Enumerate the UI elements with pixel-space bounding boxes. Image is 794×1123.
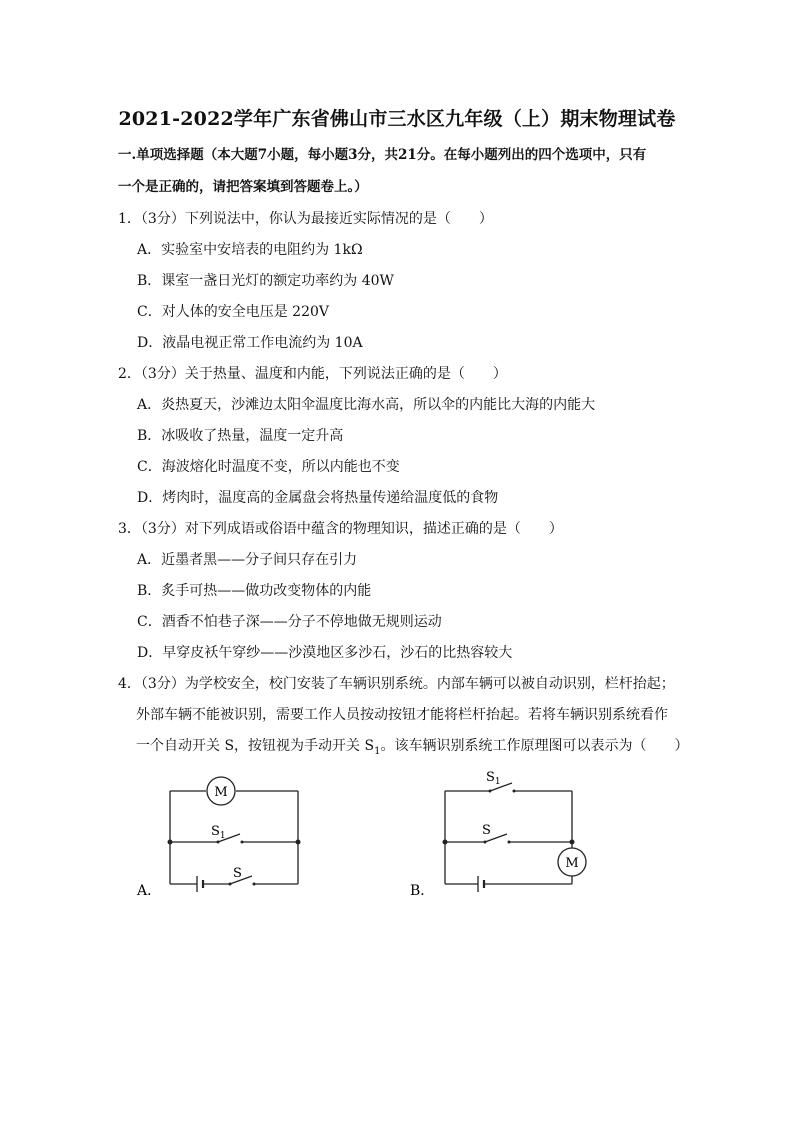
question-2-option-d: D．烤肉时，温度高的金属盘会将热量传递给温度低的食物 (137, 490, 499, 506)
question-4-stem-line3 (136, 736, 688, 762)
question-4-stem-line3-b: 。该车辆识别系统工作原理图可以表示为（ ） (380, 738, 689, 754)
question-3-option-c: C．酒香不怕巷子深——分子不停地做无规则运动 (137, 614, 442, 630)
option-a-label: A． (137, 883, 162, 899)
question-3-option-d: D．早穿皮袄午穿纱——沙漠地区多沙石，沙石的比热容较大 (137, 645, 513, 661)
question-2-option-b: B．冰吸收了热量，温度一定升高 (137, 428, 344, 444)
switch-s1-label-a: $S_1$ (211, 824, 226, 841)
question-3-stem: 3．（3分）对下列成语或俗语中蕴含的物理知识，描述正确的是（ ） (118, 521, 563, 537)
circuit-diagram-b (445, 783, 586, 892)
section-heading-line2: 一个是正确的，请把答案填到答题卷上。） (118, 179, 368, 195)
question-1-option-d: D．液晶电视正常工作电流约为 10A (137, 335, 363, 351)
motor-label-a: M (214, 785, 228, 800)
question-2-option-a: A．炎热夏天，沙滩边太阳伞温度比海水高，所以伞的内能比大海的内能大 (137, 397, 596, 413)
page-title: 2021-2022学年广东省佛山市三水区九年级（上）期末物理试卷 (118, 108, 676, 130)
question-4-stem-sub: 1 (374, 745, 381, 757)
switch-s-label-b: S (482, 823, 491, 838)
switch-s-label-a: S (233, 866, 242, 881)
question-4-diagrams (0, 766, 794, 926)
section-heading-line1: 一.单项选择题（本大题7小题，每小题3分，共21分。在每小题列出的四个选项中，只有 (118, 147, 647, 163)
switch-s1-label-b: $S_1$ (486, 770, 501, 787)
question-3-option-b: B．炙手可热——做功改变物体的内能 (137, 583, 372, 599)
section-heading (118, 139, 690, 203)
option-b-label: B． (410, 883, 435, 899)
question-4-stem-line2: 外部车辆不能被识别，需要工作人员按动按钮才能将栏杆抬起。若将车辆识别系统看作 (136, 707, 668, 723)
question-1-option-a: A．实验室中安培表的电阻约为 1kΩ (137, 242, 363, 258)
question-3-option-a: A．近墨者黑——分子间只存在引力 (137, 552, 358, 568)
question-1-option-c: C．对人体的安全电压是 220V (137, 304, 329, 320)
question-2-option-c: C．海波熔化时温度不变，所以内能也不变 (137, 459, 400, 475)
question-1-stem: 1．（3分）下列说法中，你认为最接近实际情况的是（ ） (118, 211, 493, 227)
motor-label-b: M (565, 856, 579, 871)
question-4-stem-line3-a: 一个自动开关 S，按钮视为手动开关 S (136, 738, 375, 754)
question-4-stem-line1: 4．（3分）为学校安全，校门安装了车辆识别系统。内部车辆可以被自动识别，栏杆抬起； (118, 676, 675, 692)
question-1-option-b: B．课室一盏日光灯的额定功率约为 40W (137, 273, 394, 289)
question-2-stem: 2．（3分）关于热量、温度和内能，下列说法正确的是（ ） (118, 366, 507, 382)
